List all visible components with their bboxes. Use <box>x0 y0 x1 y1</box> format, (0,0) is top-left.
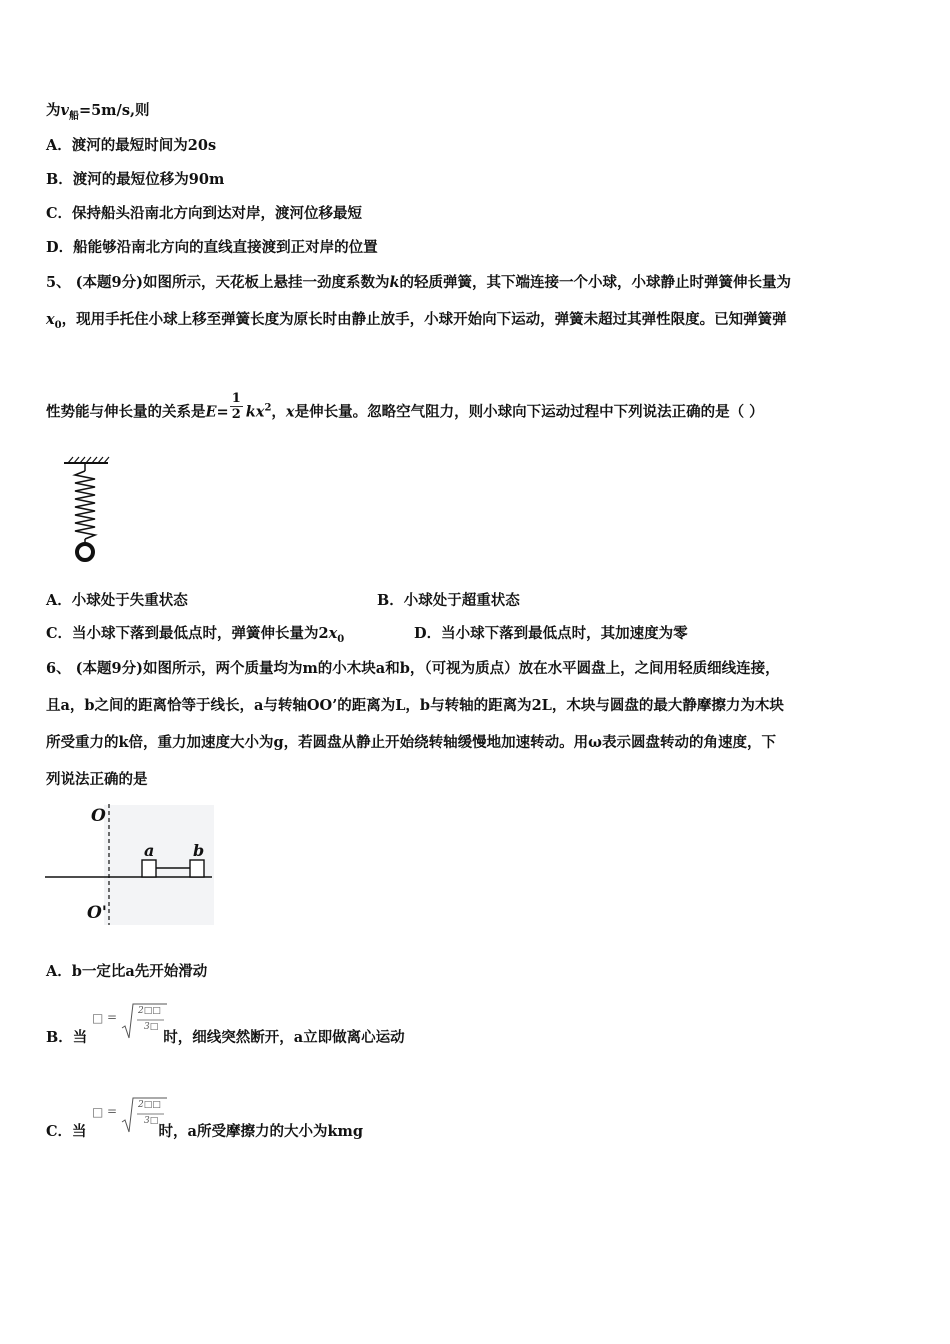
q6-option-a: A．b一定比a先开始滑动 <box>46 963 208 980</box>
spring-ball-figure <box>60 455 120 565</box>
axis-o-top-label: O <box>91 806 106 826</box>
half-fraction: $\frac{1}{2}$ <box>231 391 241 422</box>
q6-line-1: 6、 (本题9分)如图所示，两个质量均为m的小木块a和b，（可视为质点）放在水平圆盘上，之间用轻质细线连接， <box>46 660 780 677</box>
q6-option-c: C．当 时，a所受摩擦力的大小为kmg <box>46 1123 363 1140</box>
q5-option-a: A．小球处于失重状态 <box>46 592 188 609</box>
disk-blocks-figure <box>44 800 219 930</box>
q5-line-3: 性势能与伸长量的关系是E= $\frac{1}{2}$ $kx^2$，x是伸长量。忽略空气阻力，则小球向下运动过程中下列说法正确的是（ ） <box>46 391 764 422</box>
q5-option-c: C．当小球下落到最低点时，弹簧伸长量为$2x_0$ <box>46 625 345 645</box>
q6-option-b: B．当 时，细线突然断开，a立即做离心运动 <box>46 1029 405 1046</box>
q6-line-3: 所受重力的k倍，重力加速度大小为g，若圆盘从静止开始绕转轴缓慢地加速转动。用ω表示圆盘转动的角速度，下 <box>46 734 776 751</box>
block-b-label: b <box>193 841 205 860</box>
block-a-label: a <box>144 841 155 860</box>
q4-option-a: A．渡河的最短时间为20s <box>46 137 217 154</box>
q4-tail-line: 为$v_船=5m/s$,则 <box>46 102 150 122</box>
q5-line-2: $x_0$，现用手托住小球上移至弹簧长度为原长时由静止放手，小球开始向下运动，弹簧未超过其弹性限度。已知弹簧弹 <box>46 311 787 331</box>
axis-o-bottom-label: O' <box>87 903 108 923</box>
q6-line-4: 列说法正确的是 <box>46 771 148 788</box>
q5-line-1: 5、 (本题9分)如图所示，天花板上悬挂一劲度系数为k的轻质弹簧，其下端连接一个小球，小球静止时弹簧伸长量为 <box>46 274 792 291</box>
q4-option-d: D．船能够沿南北方向的直线直接渡到正对岸的位置 <box>46 239 378 256</box>
q6-line-2: 且a，b之间的距离恰等于线长，a与转轴OO’的距离为L，b与转轴的距离为2L，木块与圆盘的最大静摩擦力为木块 <box>46 697 784 714</box>
q4-option-b: B．渡河的最短位移为90m <box>46 171 225 188</box>
q4-option-c: C．保持船头沿南北方向到达对岸，渡河位移最短 <box>46 205 363 222</box>
q5-option-b: B．小球处于超重状态 <box>377 592 520 609</box>
q5-option-d: D．当小球下落到最低点时，其加速度为零 <box>414 625 688 642</box>
